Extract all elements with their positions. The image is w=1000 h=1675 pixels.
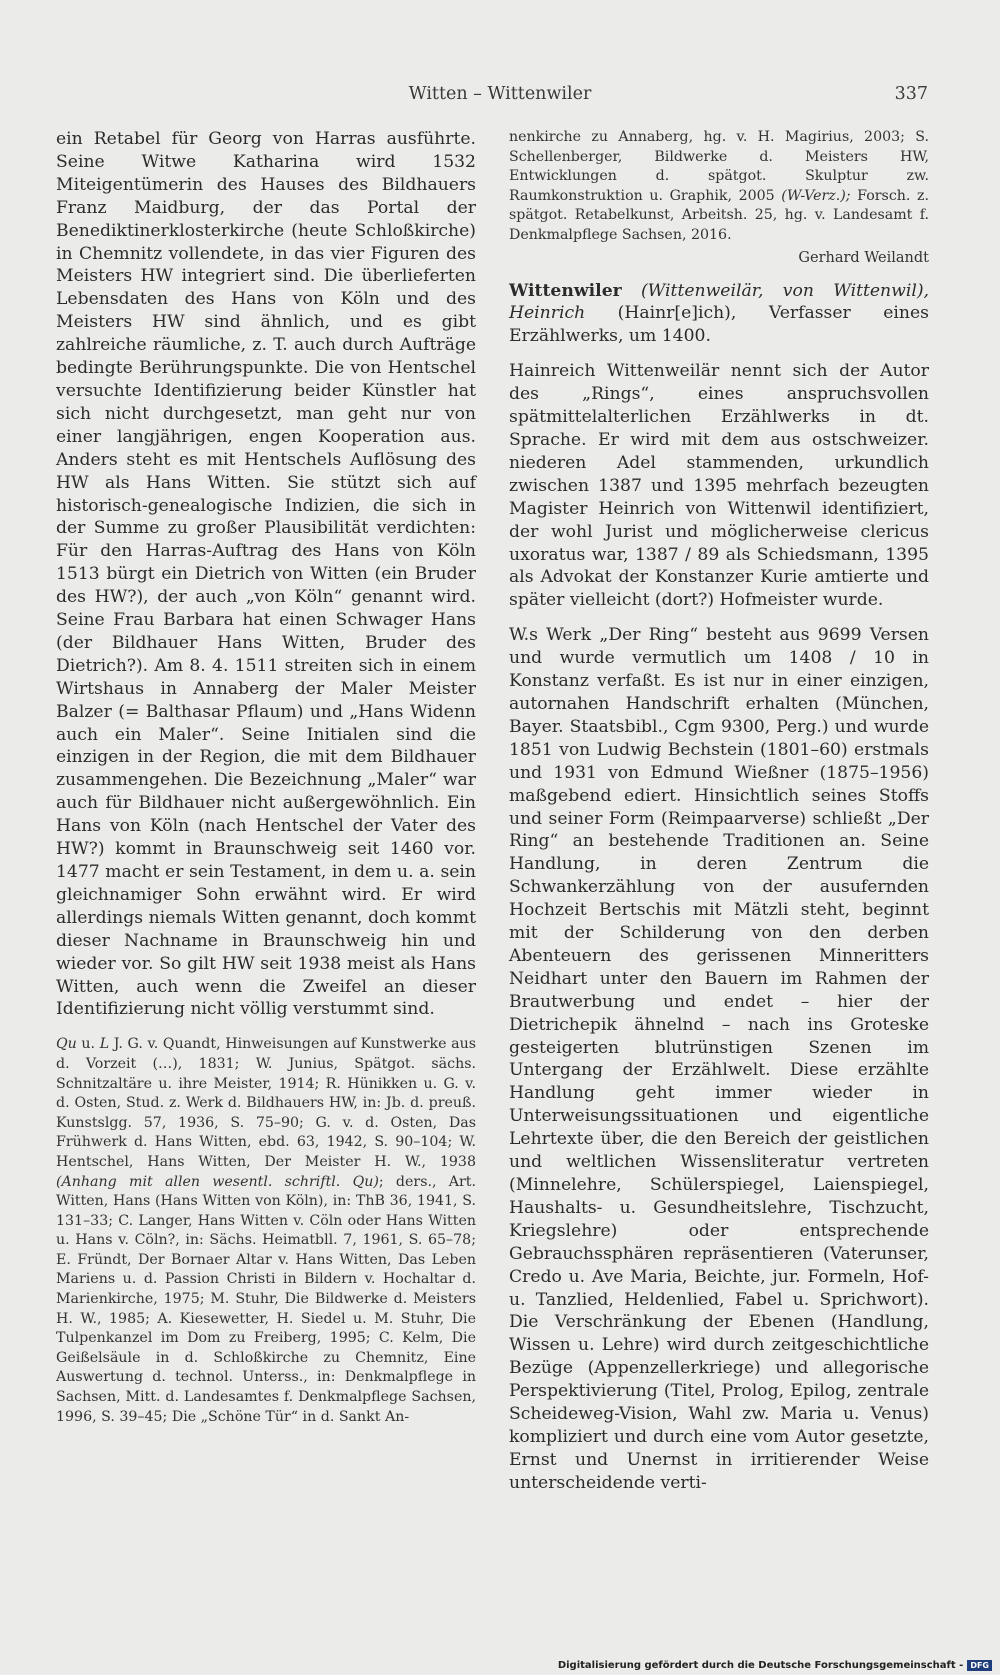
entry-variants: (Wittenweilär, von Wittenwil), <box>621 280 929 301</box>
entry-description: (Hainr[e]ich), Verfasser eines Erzählwerks, um 1400. <box>509 303 929 347</box>
running-header: Witten – Wittenwiler <box>408 84 592 104</box>
body-paragraph: ein Retabel für Georg von Harras ausführte. Seine Witwe Katharina wird 1532 Miteigentümerin des Hauses des Bildhauers Franz Maidburg, der das Portal der Benediktinerklosterkirche (heute Schloßkirche) in Chemnitz vollendete, in das vier Figuren des Meisters HW integriert sind. Die überlieferten Lebensdaten des Hans von Köln und des Meisters HW sind ähnlich, und es gibt zahlreiche räumliche, z. T. auch durch Aufträge bedingte Berührungspunkte. Die von Hentschel versuchte Identifizierung beider Künstler hat sich nicht durchgesetzt, man geht nur von einer langjährigen, engen Kooperation aus. Anders steht es mit Hentschels Auflösung des HW als Hans Witten. Sie stützt sich auf historisch-genealogische Indizien, die sich in der Summe zu großer Plausibilität verdichten: Für den Harras-Auftrag des Hans von Köln 1513 bürgt ein Dietrich von Witten (ein Bruder des HW?), der auch „von Köln“ genannt wird. Seine Frau Barbara hat einen Schwager Hans (der Bildhauer Hans Witten, Bruder des Dietrich?). Am 8. 4. 1511 streiten sich in einem Wirtshaus in Annaberg der Maler Meister Balzer (= Balthasar Pflaum) und „Hans Widenn auch ein Maler“. Seine Initialen sind die einzigen in der Region, die mit dem Bildhauer zusammengehen. Die Bezeichnung „Maler“ war auch für Bildhauer nicht außergewöhnlich. Ein Hans von Köln (nach Hentschel der Vater des HW?) kommt in Braunschweig seit 1460 vor. 1477 macht er sein Testament, in dem u. a. sein gleichnamiger Sohn erwähnt wird. Er wird allerdings niemals Witten genannt, doch kommt dieser Nachname in Braunschweig hin und wieder vor. So gilt HW seit 1938 meist als Hans Witten, auch wenn die Zweifel an dieser Identifizierung nicht völlig verstummt sind. <box>56 129 476 1020</box>
right-column <box>509 128 929 1495</box>
page-number: 337 <box>894 84 928 104</box>
refs-text: J. G. v. Quandt, Hinweisungen auf Kunstwerke aus d. Vorzeit (…), 1831; W. Junius, Spätgot. sächs. Schnitzaltäre u. ihre Meister, 1914; R. Hünikken u. G. v. d. Osten, Stud. z. Werk d. Bildhauers HW, in: Jb. d. preuß. Kunstslgg. 57, 1936, S. 75–90; G. v. d. Osten, Das Frühwerk d. Hans Witten, ebd. 63, 1942, S. 90–104; W. Hentschel, Hans Witten, Der Meister H. W., 1938 <box>56 1036 476 1170</box>
digitization-footer <box>558 1660 992 1671</box>
refs-text: Forsch. z. spätgot. Retabelkunst, Arbeitsh. 25, hg. v. Landesamt f. Denkmalpflege Sachsen, 2016. <box>509 187 929 243</box>
body-paragraph: W.s Werk „Der Ring“ besteht aus 9699 Versen und wurde vermutlich um 1408 / 10 in Konstanz verfaßt. Es ist nur in einer einzigen, autornahen Handschrift erhalten (München, Bayer. Staatsbibl., Cgm 9300, Perg.) und wurde 1851 von Ludwig Bechstein (1801–60) erstmals und 1931 von Edmund Wießner (1875–1956) maßgebend ediert. Hinsichtlich seines Stoffs und seiner Form (Reimpaarverse) schließt „Der Ring“ an bestehende Traditionen an. Seine Handlung, in deren Zentrum die Schwankerzählung von der ausufernden Hochzeit Bertschis mit Mätzli steht, beginnt mit der Schilderung von den derben Abenteuern des gerissenen Minneritters Neidhart unter den Bauern im Rahmen der Brautwerbung und endet – hier der Dietrichepik ähnelnd – nach ins Groteske gesteigerten blutrünstigen Szenen im Untergang der Erzählwelt. Diese erzählte Handlung geht immer wieder in Unterweisungssituationen und eigentliche Lehrtexte über, die den Bereich der geistlichen und weltlichen Wissensliteratur vertreten (Minnelehre, Schülerspiegel, Laienspiegel, Haushalts- u. Gesundheitslehre, Tischzucht, Kriegslehre) oder entsprechende Gebrauchssphären repräsentieren (Vaterunser, Credo u. Ave Maria, Beichte, jur. Formeln, Hof- u. Tanzlied, Heldenlied, Fabel u. Sprichwort). Die Verschränkung der Ebenen (Handlung, Wissen u. Lehre) wird durch zeitgeschichtliche Bezüge (Appenzellerkriege) und allegorische Perspektivierung (Titel, Prolog, Epilog, zentrale Scheideweg-Vision, Wahl zw. Maria u. Venus) kompliziert und durch eine vom Autor gesetzte, Ernst und Unernst in irritierender Weise unterscheidende verti- <box>509 625 929 1493</box>
refs-italic: (W-Verz.); <box>781 187 851 204</box>
entry-heading <box>509 280 929 349</box>
body-paragraph: Hainreich Wittenweilär nennt sich der Autor des „Rings“, eines anspruchsvollen spätmittelalterlichen Erzählwerks in dt. Sprache. Er wird mit dem aus ostschweizer. niederen Adel stammenden, urkundlich zwischen 1387 und 1395 mehrfach bezeugten Magister Heinrich von Wittenwil identifiziert, der wohl Jurist und möglicherweise clericus uxoratus war, 1387 / 89 als Schiedsmann, 1395 als Advokat der Konstanzer Kurie amtierte und später vielleicht (dort?) Hofmeister wurde. <box>509 361 929 611</box>
refs-text: u. <box>76 1036 100 1053</box>
dfg-logo: DFG <box>967 1660 992 1671</box>
references-continued <box>509 128 929 246</box>
entry-given-name: Heinrich <box>509 303 586 324</box>
references <box>56 1035 476 1427</box>
refs-label: Qu <box>56 1036 77 1053</box>
footer-text: Digitalisierung gefördert durch die Deutsche Forschungsgemeinschaft - <box>557 1660 964 1671</box>
article-author: Gerhard Weilandt <box>798 249 929 266</box>
refs-label-lit: L <box>99 1036 110 1053</box>
refs-text: nenkirche zu Annaberg, hg. v. H. Magirius, 2003; S. Schellenberger, Bildwerke d. Meisters HW, Entwicklungen d. spätgot. Skulptur zw. Raumkonstruktion u. Graphik, 2005 <box>509 129 929 204</box>
refs-text: ; ders., Art. Witten, Hans (Hans Witten von Köln), in: ThB 36, 1941, S. 131–33; C. Langer, Hans Witten v. Cöln oder Hans Witten u. Hans v. Cöln?, in: Sächs. Heimatbll. 7, 1961, S. 65–78; E. Fründt, Der Bornaer Altar v. Hans Witten, Das Leben Mariens u. d. Passion Christi in Bildern v. Hochaltar d. Marienkirche, 1975; M. Stuhr, Die Bildwerke d. Meisters H. W., 1985; A. Kiesewetter, H. Siedel u. M. Stuhr, Die Tulpenkanzel im Dom zu Freiberg, 1995; C. Kelm, Die Geißelsäule in d. Schloßkirche zu Chemnitz, Eine Auswertung d. technol. Unterss., in: Denkmalpflege in Sachsen, Mitt. d. Landesamtes f. Denkmalpflege Sachsen, 1996, S. 39–45; Die „Schöne Tür“ in d. Sankt An- <box>56 1173 476 1425</box>
left-column <box>56 128 476 1427</box>
refs-italic: (Anhang mit allen wesentl. schriftl. Qu) <box>56 1173 379 1190</box>
entry-name: Wittenwiler <box>509 280 622 301</box>
